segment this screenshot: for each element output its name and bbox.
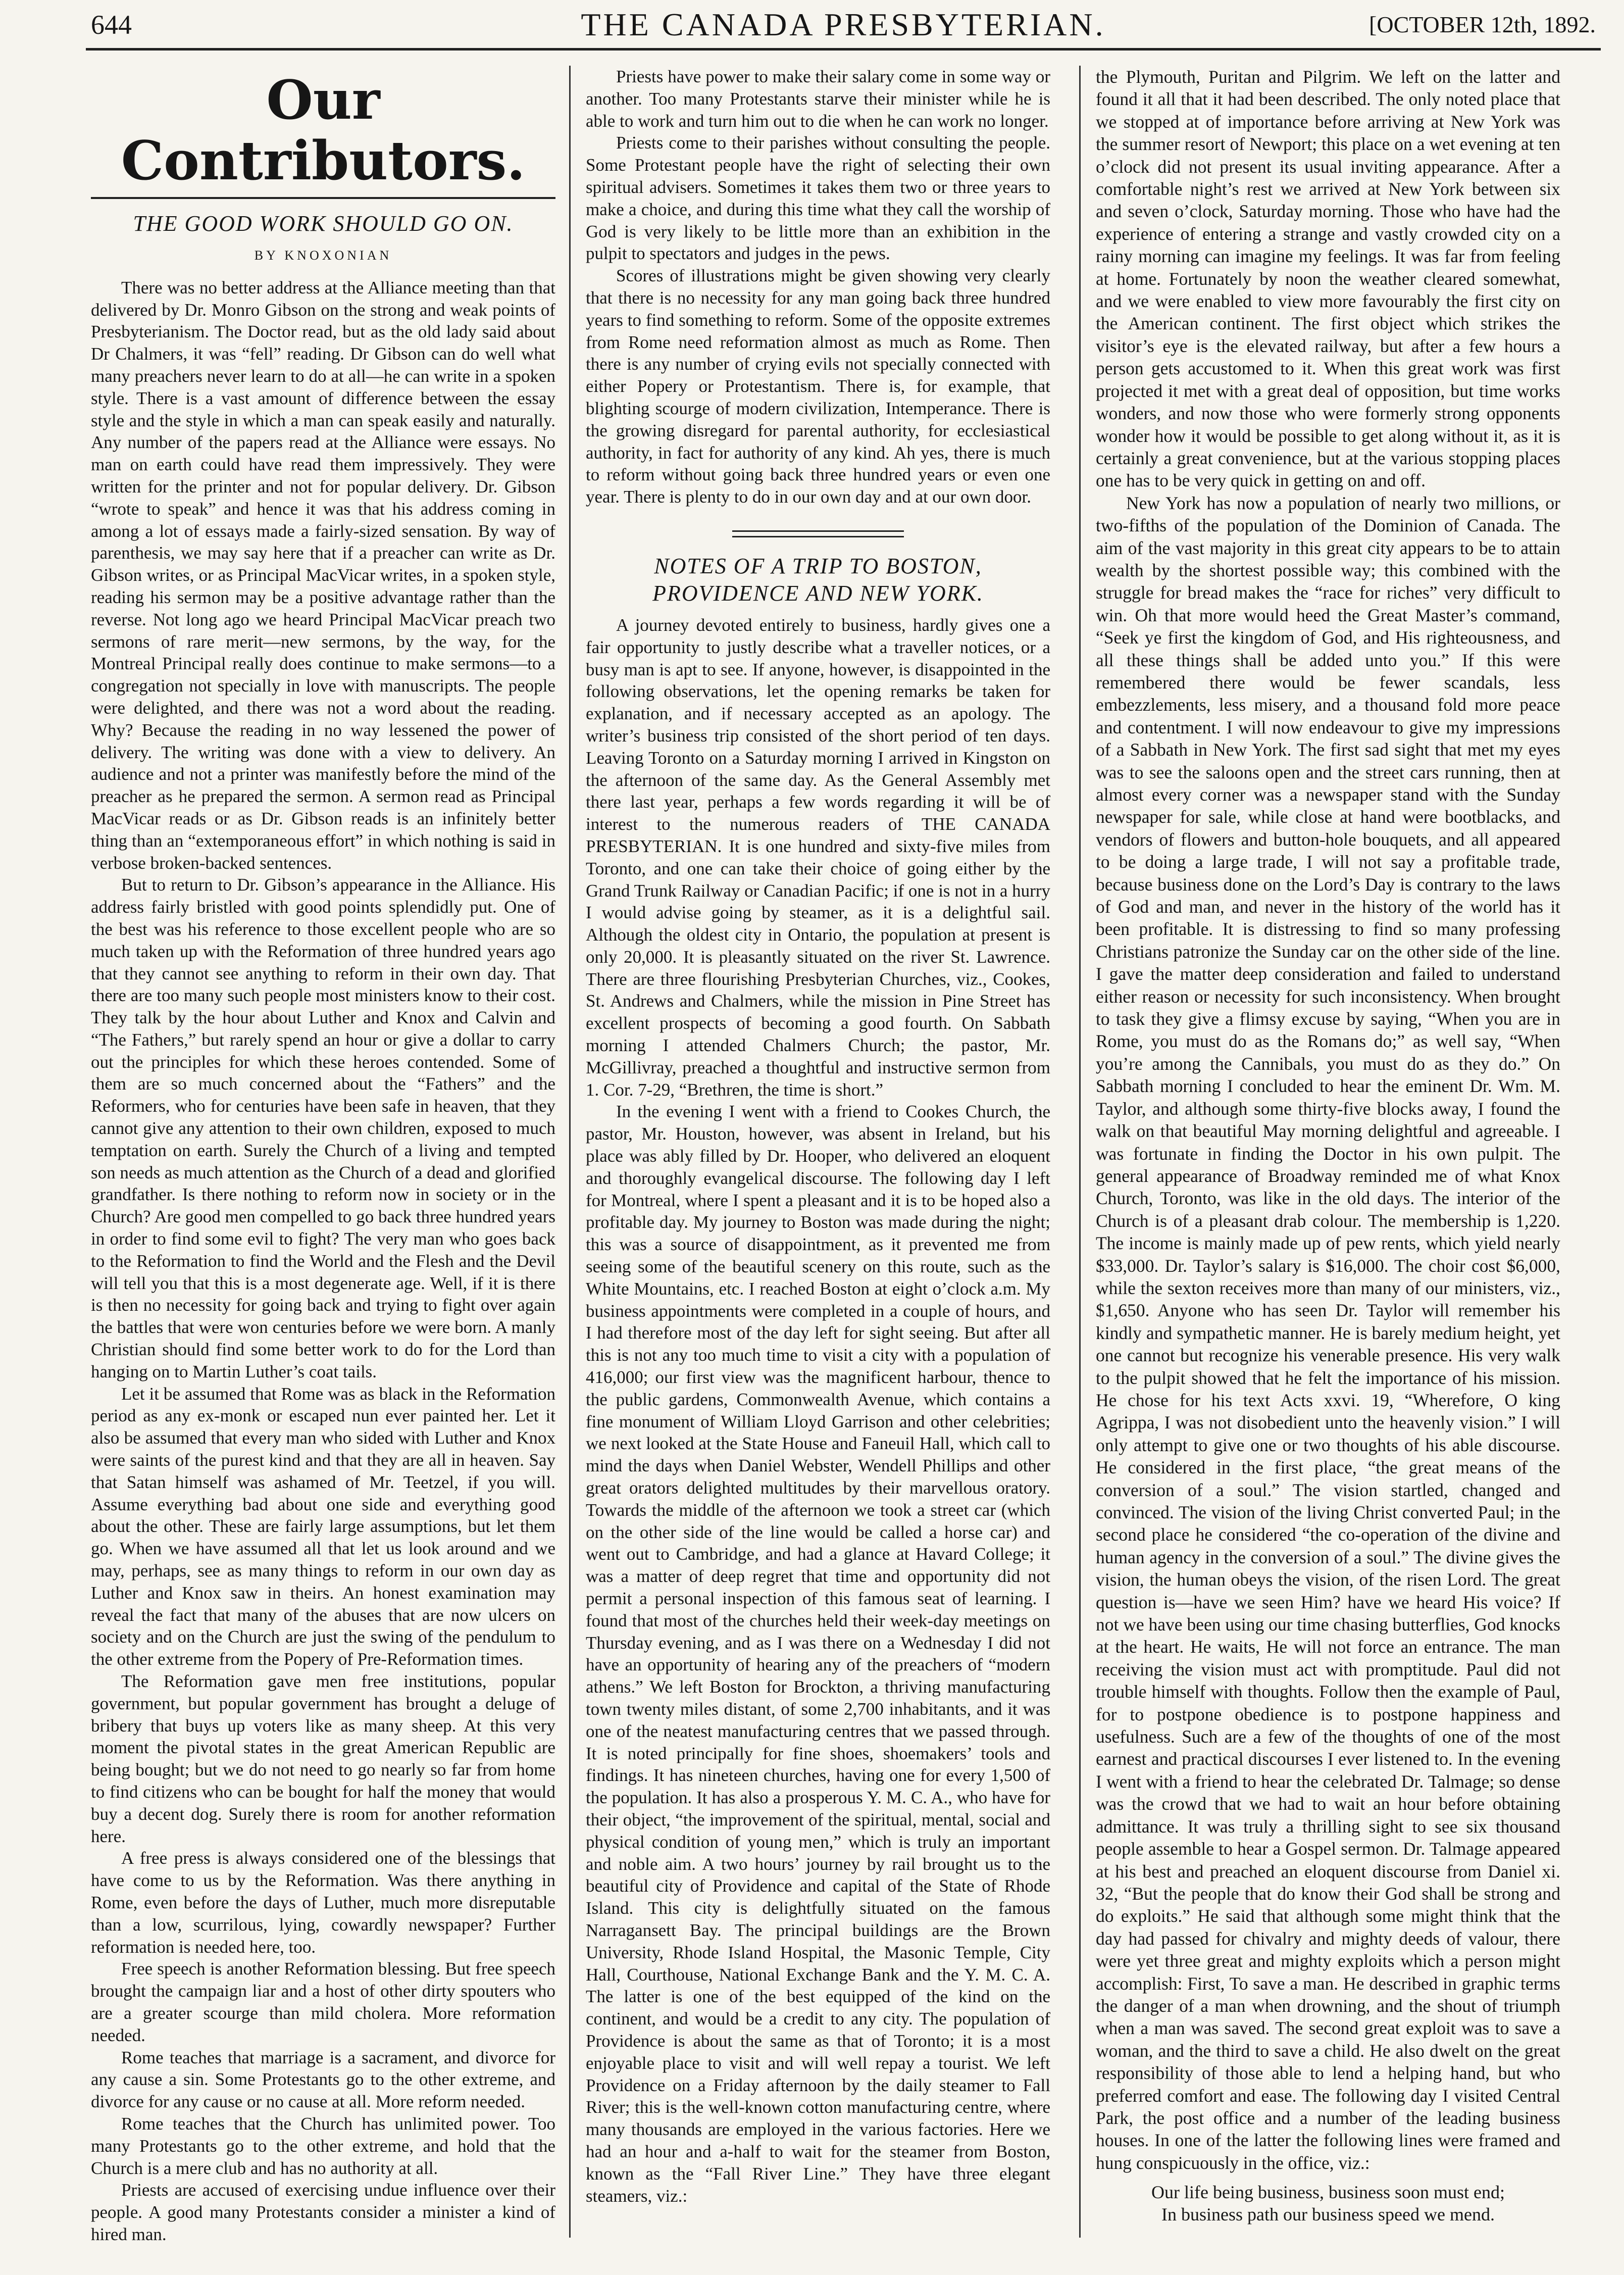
column-1 — [91, 66, 555, 2246]
column-2 — [586, 66, 1050, 2207]
paragraph: Scores of illustrations might be given showing very clearly that there is no necessity for any man going back three hundred years to find something to reform. Some of the opposite extremes from Rome need reformation almost as much as Rome. Then there is any number of crying evils not specially connected with either Popery or Protestantism. There is, for example, that blighting scourge of modern civilization, Intemperance. There is the growing disregard for parental authority, for ecclesiastical authority, in fact for authority of any kind. Ah yes, there is much to reform without going back three hundred years or even one year. There is plenty to do in our own day and at our own door. — [586, 266, 1050, 507]
issue-date: [OCTOBER 12th, 1892. — [1369, 12, 1596, 37]
paragraph: New York has now a population of nearly two millions, or two-fifths of the population of the Dominion of Canada. The aim of the vast majority in this great city appears to be to attain wealth by the shortest possible way; this combined with the struggle for bread makes the “race for riches” very difficult to win. Oh that more would heed the Great Master’s command, “Seek ye first the kingdom of God, and His righteousness, and all these things shall be added unto you.” If this were remembered there would be fewer scandals, less embezzlements, less misery, and a thousand fold more peace and contentment. I will now endeavour to give my impressions of a Sabbath in New York. The first sad sight that met my eyes was to see the saloons open and the street cars running, then at almost every corner was a newspaper stand with the Sunday newspaper for sale, while close at hand were bootblacks, and vendors of flowers and button-hole bouquets, and all appeared to be doing a large trade, I will not say a profitable trade, because business done on the Lord’s Day is contrary to the laws of God and man, and never in the history of the world has it been profitable. It is distressing to find so many professing Christians patronize the Sunday car on the other side of the line. I gave the matter deep consideration and failed to understand either reason or necessity for such inconsistency. When brought to task they give a flimsy excuse by saying, “When you are in Rome, you must do as the Romans do;” as well say, “When you’re among the Cannibals, you must do as they do.” On Sabbath morning I concluded to hear the eminent Dr. Wm. M. Taylor, and although some thirty-five blocks away, I found the walk on that beautiful May morning delightful and agreeable. I was fortunate in finding the Doctor in his own pulpit. The general appearance of Broadway reminded me of what Knox Church, Toronto, was like in the old days. The interior of the Church is of a pleasant drab colour. The membership is 1,220. The income is mainly made up of pew rents, which yield nearly $33,000. Dr. Taylor’s salary is $16,000. The choir cost $6,000, while the sexton receives more than many of our ministers, viz., $1,650. Anyone who has seen Dr. Taylor will remember his kindly and sympathetic manner. He is barely medium height, yet one cannot but recognize his venerable presence. His very walk to the pulpit showed that he felt the importance of his mission. He chose for his text Acts xxvi. 19, “Wherefore, O king Agrippa, I was not disobedient unto the heavenly vision.” I will only attempt to give one or two thoughts of his able discourse. He considered in the first place, “the great means of the conversion of a soul.” The vision startled, changed and convinced. The vision of the living Christ converted Paul; in the second place he considered “the co-operation of the divine and human agency in the conversion of a soul.” The divine gives the vision, the human obeys the vision, of the risen Lord. The great question is—have we seen Him? have we heard His voice? If not we have been using our time chasing butterflies, God knocks at the heart. He waits, He will not force an entrance. The man receiving the vision must act with promptitude. Paul did not trouble himself with thoughts. Follow then the example of Paul, for to postpone obedience is to postpone happiness and usefulness. Such are a few of the thoughts of one of the most earnest and practical discourses I ever listened to. In the evening I went with a friend to hear the celebrated Dr. Talmage; so dense was the crowd that we had to wait an hour before obtaining admittance. It was truly a thrilling sight to see six thousand people assemble to hear a Gospel sermon. Dr. Talmage appeared at his best and preached an eloquent discourse from Daniel xi. 32, “But the people that do know their God shall be strong and do exploits.” He said that although some might think that the day had passed for chivalry and mighty deeds of valour, there were yet three great and mighty exploits which a person might accomplish: First, To save a man. He described in graphic terms the danger of a man when drowning, and the shout of triumph when a man was saved. The second great exploit was to save a woman, and the third to save a child. He also dwelt on the great responsibility of those able to lend a helping hand, but who preferred comfort and ease. The following day I visited Central Park, the post office and a number of the leading business houses. In one of the latter the following lines were framed and hung conspicuously in the office, viz.: — [1096, 492, 1560, 2173]
paper-title: THE CANADA PRESBYTERIAN. — [581, 7, 1106, 42]
verse-line: In business path our business speed we mend. — [1161, 2204, 1495, 2225]
paragraph: Let it be assumed that Rome was as black in the Reformation period as any ex-monk or escaped nun ever painted her. Let it also be assumed that every man who sided with Luther and Knox were saints of the purest kind and that they are all in heaven. Say that Satan himself was ashamed of Mr. Teetzel, if you will. Assume everything bad about one side and everything good about the other. These are fairly large assumptions, but let them go. When we have assumed all that let us look around and we may, perhaps, see as many things to reform in our own day as Luther and Knox saw in theirs. An honest examination may reveal the fact that many of the abuses that are now ulcers on society and on the Church are just the swing of the pendulum to the other extreme from the Popery of Pre-Reformation times. — [91, 1383, 555, 1669]
article-title: THE GOOD WORK SHOULD GO ON. — [133, 211, 514, 236]
paragraph: Rome teaches that the Church has unlimited power. Too many Protestants go to the other extreme, and hold that the Church is a mere club and has no authority at all. — [91, 2113, 555, 2178]
article-byline: BY KNOXONIAN — [254, 248, 392, 263]
paragraph: There was no better address at the Alliance meeting than that delivered by Dr. Monro Gibson on the strong and weak points of Presbyterianism. The Doctor read, but as the old lady said about Dr Chalmers, it was “fell” reading. Dr Gibson can do well what many preachers never learn to do at all—he can write in a spoken style. There is a vast amount of difference between the essay style and the style in which a man can speak easily and naturally. Any number of the papers read at the Alliance were essays. No man on earth could have read them impressively. They were written for the printer and not for popular delivery. Dr. Gibson “wrote to speak” and hence it was that his address coming in among a lot of essays made a fairly-sized sensation. By way of parenthesis, we may say here that if a preacher can write as Dr. Gibson writes, or as Principal MacVicar writes, in a spoken style, reading his sermon may be a positive advantage rather than the reverse. Not long ago we heard Principal MacVicar preach two sermons of rare merit—new sermons, by the way, for the Montreal Principal really does continue to make sermons—to a congregation not specially in love with manuscripts. The people were delighted, and there was not a word about the reading. Why? Because the reading in no way lessened the power of delivery. The writing was done with a view to delivery. An audience and not a printer was manifestly before the mind of the preacher as he prepared the sermon. A sermon read as Principal MacVicar reads or as Dr. Gibson reads is an infinitely better thing than an “extemporaneous effort” in which nothing is said in verbose broken-backed sentences. — [91, 277, 555, 873]
paragraph: Priests have power to make their salary come in some way or another. Too many Protestants starve their minister while he is able to work and turn him out to die when he can work no longer. — [586, 67, 1050, 131]
paragraph: In the evening I went with a friend to Cookes Church, the pastor, Mr. Houston, however, was absent in Ireland, but his place was ably filled by Dr. Hooper, who delivered an eloquent and thoroughly evangelical discourse. The following day I left for Montreal, where I spent a pleasant and it is to be hoped also a profitable day. My journey to Boston was made during the night; this was a source of disappointment, as it prevented me from seeing some of the beautiful scenery on this route, such as the White Mountains, etc. I reached Boston at eight o’clock a.m. My business appointments were completed in a couple of hours, and I had therefore most of the day left for sight seeing. But after all this is not any too much time to visit a city with a population of 416,000; our first view was the magnificent harbour, thence to the public gardens, Commonwealth Avenue, which contains a fine monument of William Lloyd Garrison and other celebrities; we next looked at the State House and Faneuil Hall, which call to mind the days when Daniel Webster, Wendell Phillips and other great orators delighted multitudes by their marvellous oratory. Towards the middle of the afternoon we took a street car (which on the other side of the line would be called a horse car) and went out to Cambridge, and had a glance at Havard College; it was a matter of deep regret that time and opportunity did not permit a personal inspection of this famous seat of learning. I found that most of the churches held their week-day meetings on Thursday evening, and as I was there on a Wednesday I did not have an opportunity of hearing any of the preachers of “modern athens.” We left Boston for Brockton, a thriving manufacturing town twenty miles distant, of some 2,700 inhabitants, and it was one of the neatest manufacturing centres that we passed through. It is noted principally for fine shoes, shoemakers’ tools and findings. It has nineteen churches, having one for every 1,500 of the population. It has also a prosperous Y. M. C. A., who have for their object, “the improvement of the spiritual, mental, social and physical condition of young men,” which is truly an important and noble aim. A two hours’ journey by rail brought us to the beautiful city of Providence and capital of the State of Rhode Island. This city is delightfully situated on the famous Narragansett Bay. The principal buildings are the Brown University, Rhode Island Hospital, the Masonic Temple, City Hall, Courthouse, National Exchange Bank and the Y. M. C. A. The latter is one of the best equipped of the kind on the continent, and would be a credit to any city. The population of Providence is about the same as that of Toronto; it is a most enjoyable place to visit and will well repay a tourist. We left Providence on a Friday afternoon by the daily steamer to Fall River; this is the well-known cotton manufacturing centre, where many thousands are employed in the various factories. Here we had an hour and a-half to wait for the steamer from Boston, known as the “Fall River Line.” They have three elegant steamers, viz.: — [586, 1102, 1050, 2206]
masthead — [86, 0, 1601, 51]
paragraph: Rome teaches that marriage is a sacrament, and divorce for any cause a sin. Some Protestants go to the other extreme, and divorce for any cause or no cause at all. More reform needed. — [91, 2047, 555, 2112]
verse — [1096, 2181, 1560, 2225]
heading-rule — [91, 197, 555, 199]
page-number: 644 — [91, 10, 132, 40]
paragraph: A free press is always considered one of the blessings that have come to us by the Reformation. Was there anything in Rome, even before the days of Luther, much more disreputable than a low, scurrilous, lying, cowardly newspaper? Further reformation is needed here, too. — [91, 1848, 555, 1957]
article-title: NOTES OF A TRIP TO BOSTON, PROVIDENCE AND NEW YORK. — [652, 553, 984, 606]
article-separator — [732, 530, 904, 537]
paragraph: Free speech is another Reformation blessing. But free speech brought the campaign liar and a host of other dirty spouters who are a greater scourge than mild cholera. More reformation needed. — [91, 1959, 555, 2045]
verse-line: Our life being business, business soon must end; — [1151, 2182, 1505, 2203]
paragraph: But to return to Dr. Gibson’s appearance in the Alliance. His address fairly bristled with good points splendidly put. One of the best was his reference to those excellent people who are so much taken up with the Reformation of three hundred years ago that they cannot see anything to reform in their own day. That there are too many such people most ministers know to their cost. They talk by the hour about Luther and Knox and Calvin and “The Fathers,” but rarely spend an hour or give a dollar to carry out the principles for which these heroes contended. Some of them are so much concerned about the “Fathers” and the Reformers, who for centuries have been safe in heaven, that they cannot give any attention to their own children, exposed to much temptation on earth. Surely the Church of a living and tempted son needs as much attention as the Church of a dead and glorified grandfather. Is there nothing to reform now in society or in the Church? Are good men compelled to go back three hundred years in order to find some evil to fight? The very man who goes back to the Reformation to find the World and the Flesh and the Devil will tell you that this is a most degenerate age. Well, if it is there is then no necessity for going back and trying to fight over again the battles that were won centuries before we were born. A manly Christian should find some better work to do for the Lord than hanging on to Martin Luther’s coat tails. — [91, 875, 555, 1381]
section-heading: Our Contributors. — [121, 68, 526, 192]
paragraph: The Reformation gave men free institutions, popular government, but popular government has brought a deluge of bribery that buys up voters like as many sheep. At this very moment the pivotal states in the great American Republic are being bought; but we do not need to go nearly so far from home to find citizens who can be bought for half the money that would buy a decent dog. Surely there is room for another reformation here. — [91, 1671, 555, 1846]
column-divider — [1079, 66, 1081, 2238]
paragraph: Priests come to their parishes without consulting the people. Some Protestant people have the right of selecting their own spiritual advisers. Sometimes it takes them two or three years to make a choice, and during this time what they call the worship of God is very likely to be little more than an exhibition in the pulpit to spectators and judges in the pews. — [586, 133, 1050, 264]
paragraph: the Plymouth, Puritan and Pilgrim. We left on the latter and found it all that it had been described. The only noted place that we stopped at of importance before arriving at New York was the summer resort of Newport; this place on a wet evening at ten o’clock did not present its usual inviting appearance. After a comfortable night’s rest we arrived at New York between six and seven o’clock, Saturday morning. Those who have had the experience of entering a strange and vastly crowded city on a rainy morning can imagine my feelings. It was far from feeling at home. Fortunately by noon the weather cleared somewhat, and we were enabled to view more favourably the first city on the American continent. The first object which strikes the visitor’s eye is the elevated railway, but after a few hours a person gets accustomed to it. When this great work was first projected it met with a great deal of opposition, but time works wonders, and now those who were formerly strong opponents wonder how it would be possible to get along without it, as it is certainly a great convenience, but at the various stopping places one has to be very quick in getting on and off. — [1096, 67, 1560, 491]
paragraph: Priests are accused of exercising undue influence over their people. A good many Protestants consider a minister a kind of hired man. — [91, 2180, 555, 2244]
paragraph: A journey devoted entirely to business, hardly gives one a fair opportunity to justly describe what a traveller notices, or a busy man is apt to see. If anyone, however, is disappointed in the following observations, let the opening remarks be taken for explanation, and if necessary accepted as an apology. The writer’s business trip consisted of the short period of ten days. Leaving Toronto on a Saturday morning I arrived in Kingston on the afternoon of the same day. As the General Assembly met there last year, perhaps a few words regarding it will be of interest to the numerous readers of THE CANADA PRESBYTERIAN. It is one hundred and sixty-five miles from Toronto, and one can take their choice of going either by the Grand Trunk Railway or Canadian Pacific; if one is not in a hurry I would advise going by steamer, as it is a delightful sail. Although the oldest city in Ontario, the population at present is only 20,000. It is pleasantly situated on the river St. Lawrence. There are three flourishing Presbyterian Churches, viz., Cookes, St. Andrews and Chalmers, while the mission in Pine Street has excellent prospects of becoming a good fourth. On Sabbath morning I attended Chalmers Church; the pastor, Mr. McGillivray, preached a thoughtful and instructive sermon from 1. Cor. 7-29, “Brethren, the time is short.” — [586, 615, 1050, 1100]
column-3 — [1096, 66, 1560, 2225]
column-divider — [569, 66, 571, 2238]
